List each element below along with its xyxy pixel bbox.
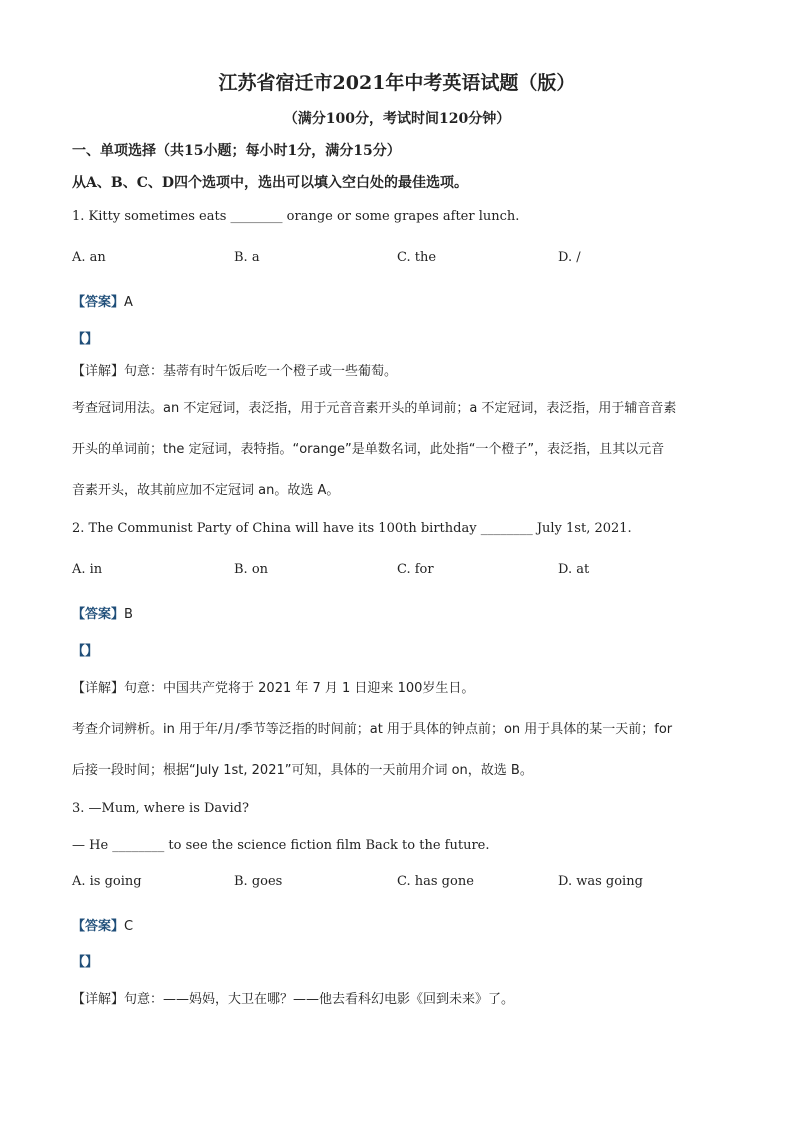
analysis-label: 【】 — [72, 332, 99, 347]
question-1-option-c: C. the — [397, 250, 437, 265]
section-heading: 一、单项选择（共15小题；每小时1分，满分15分） — [72, 143, 401, 159]
question-2-detail — [72, 677, 474, 696]
question-2-detail-line-1: 考查介词辨析。in 用于年/月/季节等泛指的时间前；at 用于具体的钟点前；on 用于具体的某一天前；for — [72, 722, 673, 737]
question-2-stem: 2. The Communist Party of China will have its 100th birthday ________ July 1st, 2021. — [72, 521, 632, 536]
question-3-detail — [72, 988, 514, 1007]
answer-label: 【答案】 — [72, 295, 125, 310]
section-instruction: 从A、B、C、D四个选项中，选出可以填入空白处的最佳选项。 — [72, 175, 468, 191]
question-1-option-d: D. / — [558, 250, 581, 265]
question-2-option-c: C. for — [397, 562, 434, 577]
question-3-stem-reply: — He ________ to see the science fiction film Back to the future. — [72, 838, 490, 853]
question-2-option-b: B. on — [234, 562, 269, 577]
answer-value: A — [124, 295, 133, 310]
question-1-option-b: B. a — [234, 250, 260, 265]
analysis-label: 【】 — [72, 955, 99, 970]
question-2-option-a: A. in — [72, 562, 103, 577]
answer-value: B — [124, 607, 133, 622]
detail-first-line: 句意：——妈妈，大卫在哪？——他去看科幻电影《回到未来》了。 — [124, 992, 515, 1007]
question-1-detail — [72, 360, 397, 379]
question-1-analysis — [72, 328, 98, 347]
detail-label: 【详解】 — [72, 992, 125, 1007]
analysis-label: 【】 — [72, 644, 99, 659]
question-2-option-d: D. at — [558, 562, 590, 577]
question-1-stem: 1. Kitty sometimes eats ________ orange or some grapes after lunch. — [72, 209, 520, 224]
detail-first-line: 句意：基蒂有时午饭后吃一个橙子或一些葡萄。 — [124, 364, 398, 379]
answer-label: 【答案】 — [72, 607, 125, 622]
question-1-answer — [72, 291, 133, 310]
question-3-option-a: A. is going — [72, 874, 142, 889]
question-3-option-d: D. was going — [558, 874, 643, 889]
question-1-detail-line-2: 开头的单词前；the 定冠词，表特指。“orange”是单数名词，此处指“一个橙子”，表泛指，且其以元音 — [72, 442, 665, 457]
question-2-analysis — [72, 640, 98, 659]
page-subtitle: （满分100分，考试时间120分钟） — [283, 111, 511, 127]
answer-label: 【答案】 — [72, 919, 125, 934]
question-2-detail-line-2: 后接一段时间；根据“July 1st, 2021”可知，具体的一天前用介词 on，故选 B。 — [72, 763, 533, 778]
detail-first-line: 句意：中国共产党将于 2021 年 7 月 1 日迎来 100岁生日。 — [124, 681, 475, 696]
page-title: 江苏省宿迁市2021年中考英语试题（版） — [218, 72, 576, 94]
detail-label: 【详解】 — [72, 681, 125, 696]
question-3-analysis — [72, 951, 98, 970]
question-1-detail-line-3: 音素开头，故其前应加不定冠词 an。故选 A。 — [72, 483, 340, 498]
answer-value: C — [124, 919, 134, 934]
question-3-answer — [72, 915, 133, 934]
question-3-stem: 3. —Mum, where is David? — [72, 801, 249, 816]
question-1-detail-line-1: 考查冠词用法。an 不定冠词，表泛指，用于元音音素开头的单词前；a 不定冠词，表泛指，用于辅音音素 — [72, 401, 677, 416]
detail-label: 【详解】 — [72, 364, 125, 379]
question-1-option-a: A. an — [72, 250, 106, 265]
question-3-option-c: C. has gone — [397, 874, 474, 889]
question-3-option-b: B. goes — [234, 874, 283, 889]
question-2-answer — [72, 603, 133, 622]
